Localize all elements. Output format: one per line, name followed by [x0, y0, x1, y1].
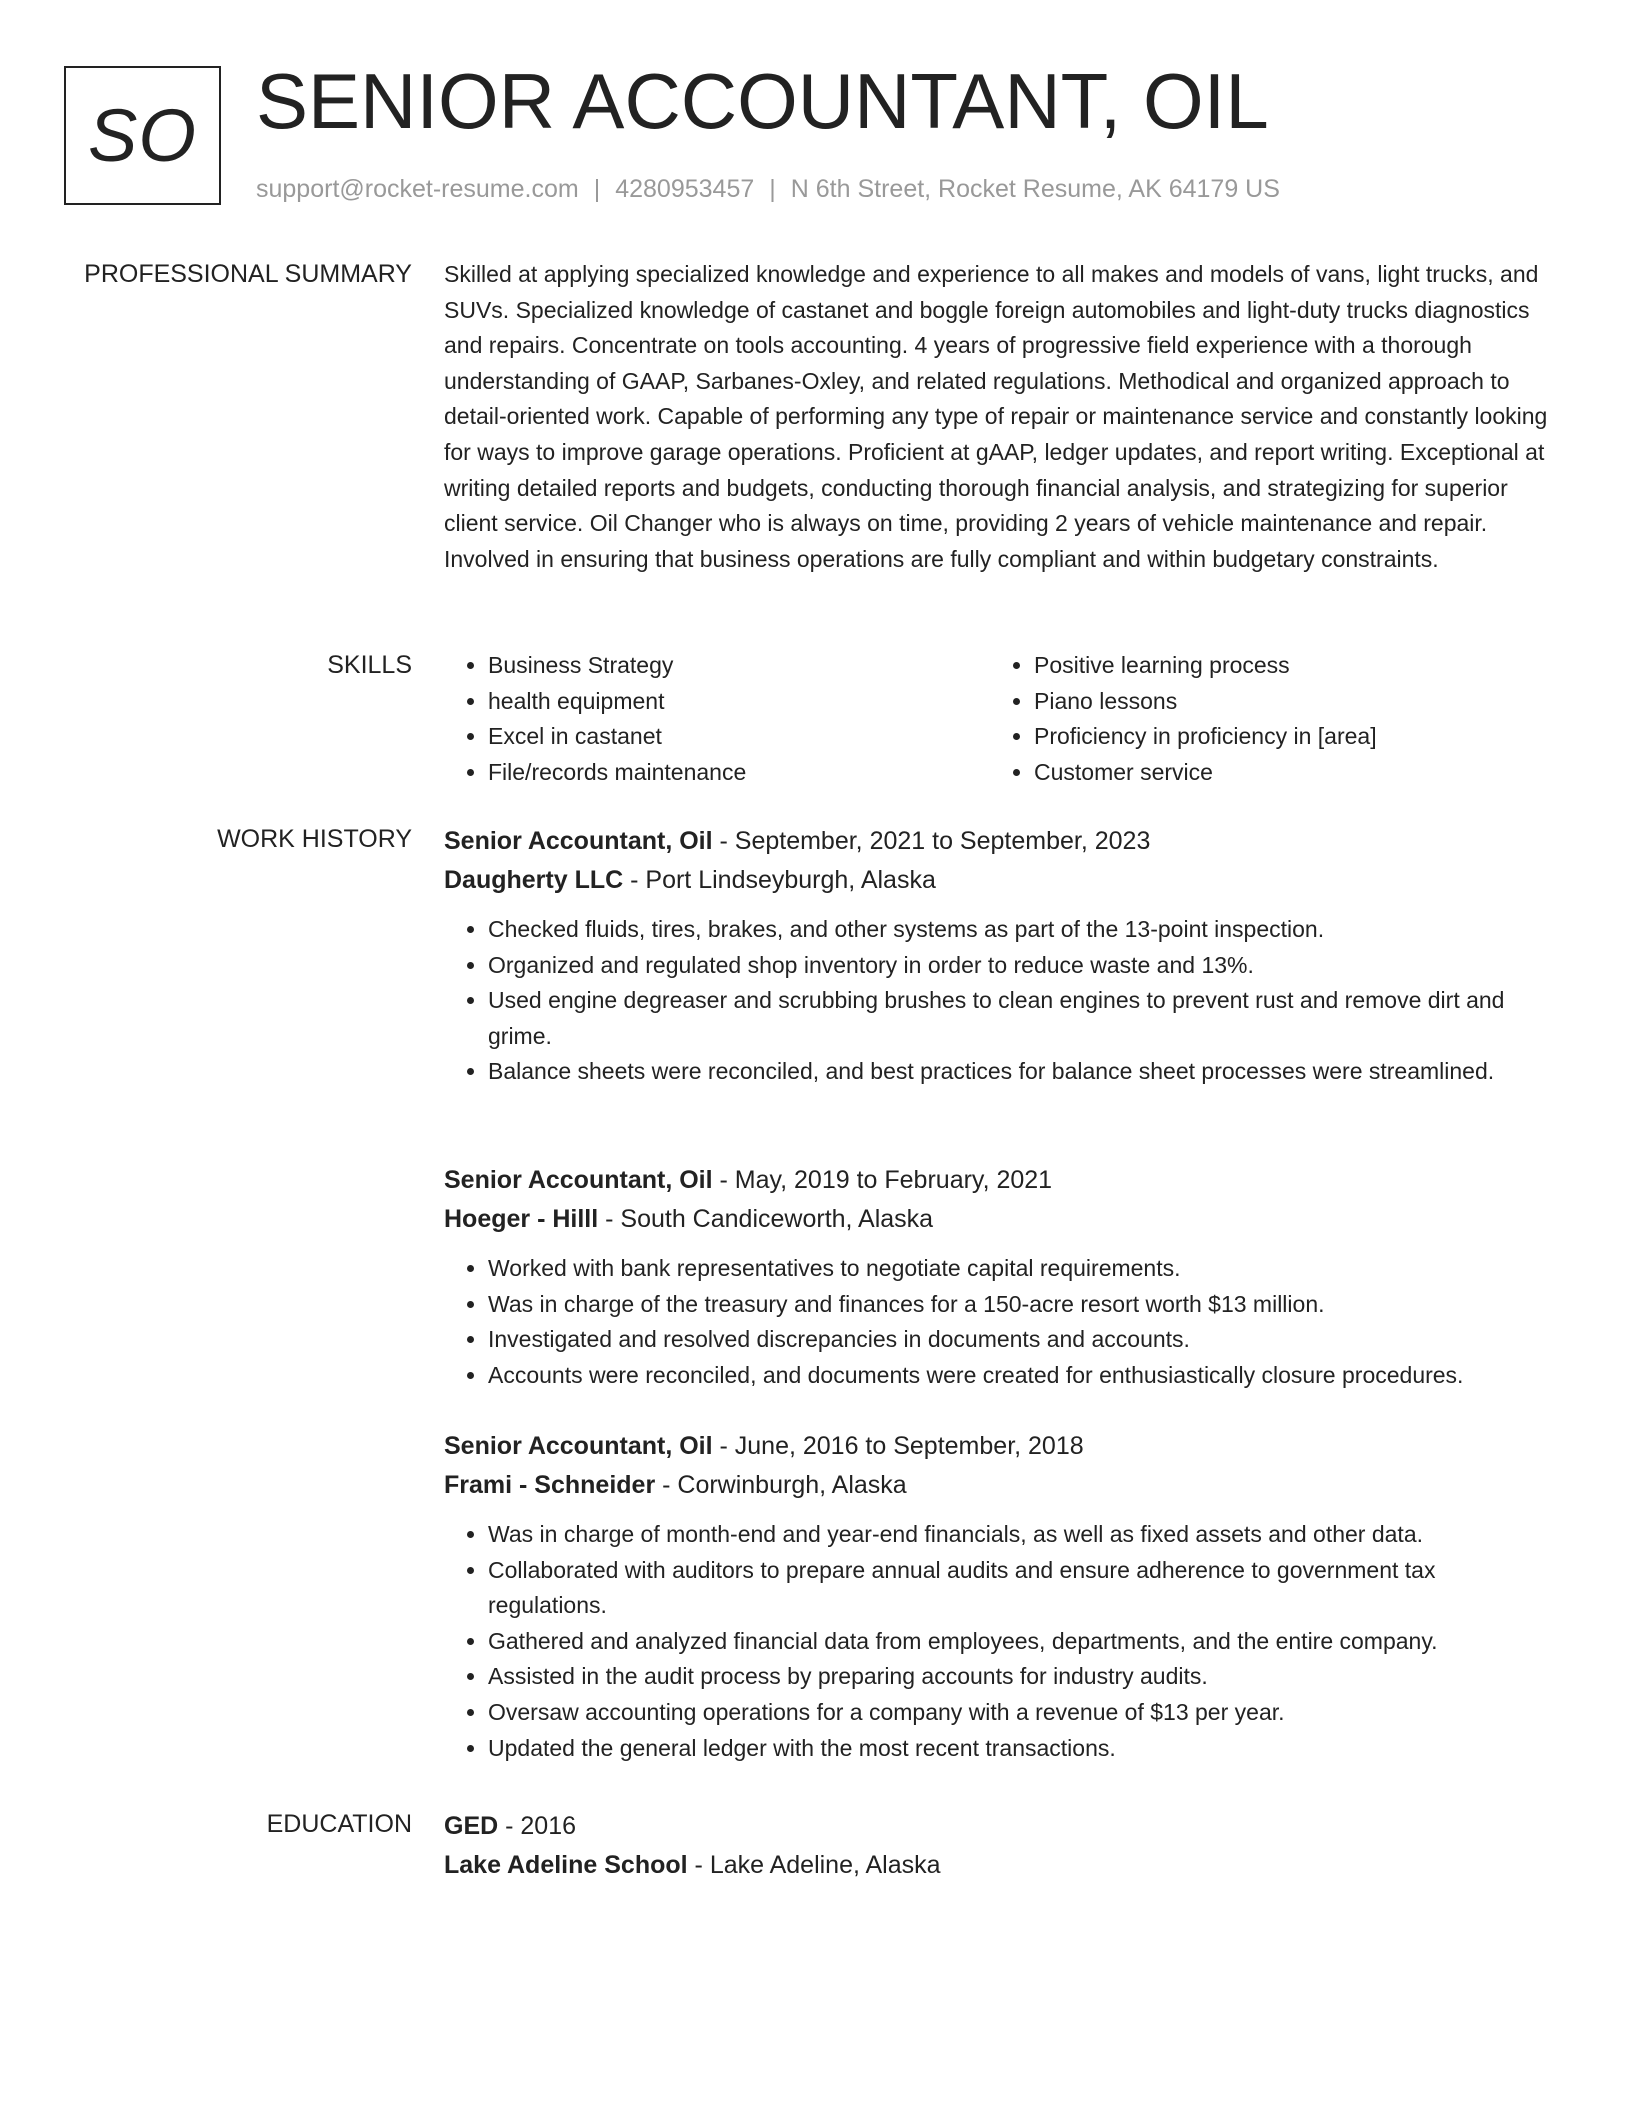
job-bullet: • Used engine degreaser and scrubbing brushes to clean engines to prevent rust and remove dirt and grime. — [488, 983, 1554, 1054]
job-bullet: • Worked with bank representatives to negotiate capital requirements. — [488, 1251, 1554, 1287]
skill-item: • File/records maintenance — [488, 755, 990, 791]
job-body — [444, 1161, 1554, 1393]
job-company-line: Frami - Schneider - Corwinburgh, Alaska — [444, 1471, 907, 1499]
school-location: Lake Adeline, Alaska — [709, 1851, 941, 1879]
skill-item: • Proficiency in proficiency in [area] — [1034, 719, 1536, 755]
job-bullet: • Accounts were reconciled, and documents were created for enthusiastically closure procedures. — [488, 1358, 1554, 1394]
school-line: Lake Adeline School - Lake Adeline, Alaska — [444, 1851, 941, 1879]
job-bullets — [444, 1517, 1554, 1766]
street-address: N 6th Street, Rocket Resume, AK 64179 US — [790, 175, 1280, 203]
job-bullet: • Gathered and analyzed financial data from employees, departments, and the entire company. — [488, 1624, 1554, 1660]
degree: GED — [444, 1812, 499, 1840]
job-dates: June, 2016 to September, 2018 — [734, 1432, 1084, 1460]
job-company-line: Hoeger - Hilll - South Candiceworth, Alaska — [444, 1205, 934, 1233]
school-name: Lake Adeline School — [444, 1851, 688, 1879]
job-body — [444, 822, 1554, 1090]
resume-title: SENIOR ACCOUNTANT, OIL — [256, 57, 1269, 145]
section-title: PROFESSIONAL SUMMARY — [84, 260, 412, 288]
job-bullet: • Updated the general ledger with the most recent transactions. — [488, 1731, 1554, 1767]
job-role-line: Senior Accountant, Oil - May, 2019 to February, 2021 — [444, 1166, 1053, 1194]
summary-body — [444, 257, 1554, 577]
job-bullet: • Assisted in the audit process by preparing accounts for industry audits. — [488, 1659, 1554, 1695]
job-bullet: • Was in charge of the treasury and finances for a 150-acre resort worth $13 million. — [488, 1287, 1554, 1323]
job-company: Frami - Schneider — [444, 1471, 656, 1499]
skill-item: • Piano lessons — [1034, 684, 1536, 720]
summary-text: Skilled at applying specialized knowledge and experience to all makes and models of vans, light trucks, and SUVs. Specialized knowledge of castanet and boggle foreign automobiles and light-duty trucks diagnostics and repairs. Concentrate on tools accounting. 4 years of progressive field experience with a thorough understanding of GAAP, Sarbanes-Oxley, and related regulations. Methodical and organized approach to detail-oriented work. Capable of performing any type of repair or maintenance service and constantly looking for ways to improve garage operations. Proficient at gAAP, ledger updates, and report writing. Exceptional at writing detailed reports and budgets, conducting thorough financial analysis, and strategizing for superior client service. Oil Changer who is always on time, providing 2 years of vehicle maintenance and repair. Involved in ensuring that business operations are fully compliant and within budgetary constraints. — [444, 261, 1548, 572]
section-title: EDUCATION — [266, 1810, 412, 1838]
email-address: support@rocket-resume.com — [256, 175, 579, 203]
job-role: Senior Accountant, Oil — [444, 1166, 713, 1194]
job-bullets — [444, 912, 1554, 1090]
section-title: WORK HISTORY — [217, 825, 412, 853]
job-bullet: • Balance sheets were reconciled, and best practices for balance sheet processes were streamlined. — [488, 1054, 1554, 1090]
job-body — [444, 1427, 1554, 1766]
skill-item: • Excel in castanet — [488, 719, 990, 755]
skills-column-right — [990, 648, 1536, 790]
job-bullet: • Oversaw accounting operations for a company with a revenue of $13 per year. — [488, 1695, 1554, 1731]
skill-item: • health equipment — [488, 684, 990, 720]
job-bullet: • Investigated and resolved discrepancies in documents and accounts. — [488, 1322, 1554, 1358]
job-dates: May, 2019 to February, 2021 — [734, 1166, 1053, 1194]
skills-column-left — [444, 648, 990, 790]
job-company-line: Daugherty LLC - Port Lindseyburgh, Alaska — [444, 866, 936, 894]
phone-number: 4280953457 — [615, 175, 755, 203]
job-bullets — [444, 1251, 1554, 1393]
contact-separator: | — [593, 175, 601, 203]
job-location: Port Lindseyburgh, Alaska — [645, 866, 936, 894]
job-location: South Candiceworth, Alaska — [620, 1205, 934, 1233]
initials-monogram: SO — [64, 66, 221, 205]
skill-item: • Business Strategy — [488, 648, 990, 684]
job-role: Senior Accountant, Oil — [444, 827, 713, 855]
job-company: Daugherty LLC — [444, 866, 624, 894]
skills-grid — [444, 648, 1554, 790]
job-bullet: • Checked fluids, tires, brakes, and other systems as part of the 13-point inspection. — [488, 912, 1554, 948]
job-bullet: • Collaborated with auditors to prepare annual audits and ensure adherence to government tax regulations. — [488, 1553, 1554, 1624]
degree-line: GED - 2016 — [444, 1812, 577, 1840]
skill-item: • Customer service — [1034, 755, 1536, 791]
section-title: SKILLS — [327, 651, 412, 679]
graduation-year: 2016 — [520, 1812, 577, 1840]
job-dates: September, 2021 to September, 2023 — [734, 827, 1151, 855]
contact-separator: | — [769, 175, 776, 203]
skills-body — [444, 648, 1554, 790]
job-company: Hoeger - Hilll — [444, 1205, 599, 1233]
job-role-line: Senior Accountant, Oil - September, 2021 to September, 2023 — [444, 827, 1151, 855]
job-location: Corwinburgh, Alaska — [677, 1471, 907, 1499]
job-bullet: • Was in charge of month-end and year-end financials, as well as fixed assets and other data. — [488, 1517, 1554, 1553]
education-body — [444, 1807, 1554, 1885]
job-role: Senior Accountant, Oil — [444, 1432, 713, 1460]
job-bullet: • Organized and regulated shop inventory in order to reduce waste and 13%. — [488, 948, 1554, 984]
contact-line — [256, 172, 1280, 206]
skill-item: • Positive learning process — [1034, 648, 1536, 684]
job-role-line: Senior Accountant, Oil - June, 2016 to September, 2018 — [444, 1432, 1084, 1460]
